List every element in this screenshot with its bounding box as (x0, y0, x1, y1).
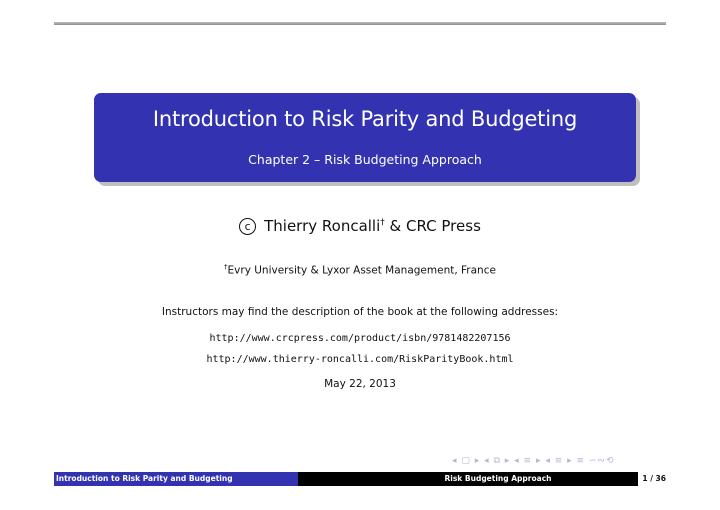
roncalli-url-line (0, 347, 720, 366)
instructions-text: Instructors may find the description of the book at the following addresses: (161, 306, 559, 318)
affiliation-text: Evry University & Lyxor Asset Management, France (227, 264, 496, 277)
slide-subtitle: Chapter 2 – Risk Budgeting Approach (248, 152, 482, 167)
slide-title: Introduction to Risk Parity and Budgeting (152, 107, 578, 131)
footer-left (54, 472, 298, 486)
navigation-symbols-icon[interactable]: ◂ ▢ ▸ ◂ ⧉ ▸ ◂ ≡ ▸ ◂ ≡ ▸ ≡ ∽∾⟲ (452, 456, 615, 466)
slide-date: May 22, 2013 (324, 378, 396, 390)
affiliation-mark: † (224, 263, 228, 271)
beamer-navigation-icons[interactable] (452, 456, 615, 466)
author-suffix: & CRC Press (389, 217, 481, 235)
author-mark: † (380, 218, 385, 228)
author-name: Thierry Roncalli (264, 217, 381, 235)
copyright-icon: c (239, 218, 256, 235)
author-line (0, 217, 720, 235)
footer-page-number: 1 / 36 (638, 472, 666, 486)
footer-left-text: Introduction to Risk Parity and Budgeting (56, 474, 233, 483)
footer-center-text: Risk Budgeting Approach (444, 474, 552, 483)
affiliation-line (0, 263, 720, 277)
title-box (94, 93, 636, 182)
footer-bar (54, 472, 666, 486)
top-rule (54, 22, 666, 25)
crcpress-link[interactable]: http://www.crcpress.com/product/isbn/9781482207156 (209, 333, 511, 344)
crcpress-url-line (0, 326, 720, 345)
roncalli-link[interactable]: http://www.thierry-roncalli.com/RiskParityBook.html (206, 354, 514, 365)
footer-center (298, 472, 638, 486)
